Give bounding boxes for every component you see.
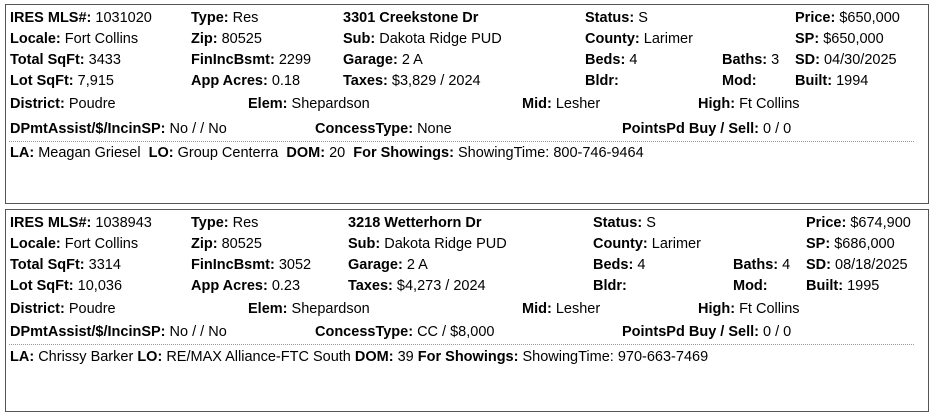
sd-field: SD: 04/30/2025	[795, 52, 897, 68]
type-field: Type: Res	[191, 10, 259, 26]
type-field: Type: Res	[191, 215, 259, 231]
acres-field: App Acres: 0.23	[191, 278, 301, 294]
lot-field: Lot SqFt: 7,915	[10, 73, 114, 89]
lot-field: Lot SqFt: 10,036	[10, 278, 123, 294]
dpmt-field: DPmtAssist/$/IncinSP: No / / No	[10, 324, 227, 340]
baths-field: Baths: 4	[733, 257, 791, 273]
county-field: County: Larimer	[585, 31, 693, 47]
bldr-field: Bldr:	[593, 278, 627, 294]
district-field: District: Poudre	[10, 96, 116, 112]
locale-field: Locale: Fort Collins	[10, 236, 139, 252]
district-field: District: Poudre	[10, 301, 116, 317]
high-field: High: Ft Collins	[698, 96, 800, 112]
sub-field: Sub: Dakota Ridge PUD	[343, 31, 502, 47]
agent-line: LA: Meagan Griesel LO: Group Centerra DOM: 20 For Showings: ShowingTime: 800-746-9464	[10, 145, 644, 161]
mod-field: Mod:	[722, 73, 757, 89]
fin-field: FinIncBsmt: 2299	[191, 52, 312, 68]
listing-card-1	[5, 4, 929, 204]
price-field: Price: $674,900	[806, 215, 911, 231]
beds-field: Beds: 4	[593, 257, 646, 273]
status-field: Status: S	[593, 215, 656, 231]
zip-field: Zip: 80525	[191, 236, 262, 252]
mls-field: IRES MLS#: 1031020	[10, 10, 152, 26]
mod-field: Mod:	[733, 278, 768, 294]
status-field: Status: S	[585, 10, 648, 26]
concess-field: ConcessType: None	[315, 121, 452, 137]
listing-card-2	[5, 209, 929, 412]
elem-field: Elem: Shepardson	[248, 301, 370, 317]
taxes-field: Taxes: $3,829 / 2024	[343, 73, 481, 89]
sp-field: SP: $686,000	[806, 236, 895, 252]
sqft-field: Total SqFt: 3314	[10, 257, 121, 273]
mls-field: IRES MLS#: 1038943	[10, 215, 152, 231]
address: 3301 Creekstone Dr	[343, 10, 479, 26]
dpmt-field: DPmtAssist/$/IncinSP: No / / No	[10, 121, 227, 137]
taxes-field: Taxes: $4,273 / 2024	[348, 278, 486, 294]
concess-field: ConcessType: CC / $8,000	[315, 324, 495, 340]
locale-field: Locale: Fort Collins	[10, 31, 139, 47]
bldr-field: Bldr:	[585, 73, 619, 89]
built-field: Built: 1995	[806, 278, 880, 294]
sd-field: SD: 08/18/2025	[806, 257, 908, 273]
garage-field: Garage: 2 A	[348, 257, 428, 273]
high-field: High: Ft Collins	[698, 301, 800, 317]
mid-field: Mid: Lesher	[522, 96, 601, 112]
baths-field: Baths: 3	[722, 52, 780, 68]
points-field: PointsPd Buy / Sell: 0 / 0	[622, 121, 792, 137]
county-field: County: Larimer	[593, 236, 701, 252]
mid-field: Mid: Lesher	[522, 301, 601, 317]
address: 3218 Wetterhorn Dr	[348, 215, 482, 231]
agent-line: LA: Chrissy Barker LO: RE/MAX Alliance-FTC South DOM: 39 For Showings: ShowingTime: 970-663-7469	[10, 349, 709, 365]
zip-field: Zip: 80525	[191, 31, 262, 47]
sub-field: Sub: Dakota Ridge PUD	[348, 236, 507, 252]
divider	[9, 141, 914, 142]
price-field: Price: $650,000	[795, 10, 900, 26]
garage-field: Garage: 2 A	[343, 52, 423, 68]
divider	[9, 344, 914, 345]
sp-field: SP: $650,000	[795, 31, 884, 47]
points-field: PointsPd Buy / Sell: 0 / 0	[622, 324, 792, 340]
beds-field: Beds: 4	[585, 52, 638, 68]
elem-field: Elem: Shepardson	[248, 96, 370, 112]
sqft-field: Total SqFt: 3433	[10, 52, 121, 68]
fin-field: FinIncBsmt: 3052	[191, 257, 312, 273]
built-field: Built: 1994	[795, 73, 869, 89]
acres-field: App Acres: 0.18	[191, 73, 301, 89]
